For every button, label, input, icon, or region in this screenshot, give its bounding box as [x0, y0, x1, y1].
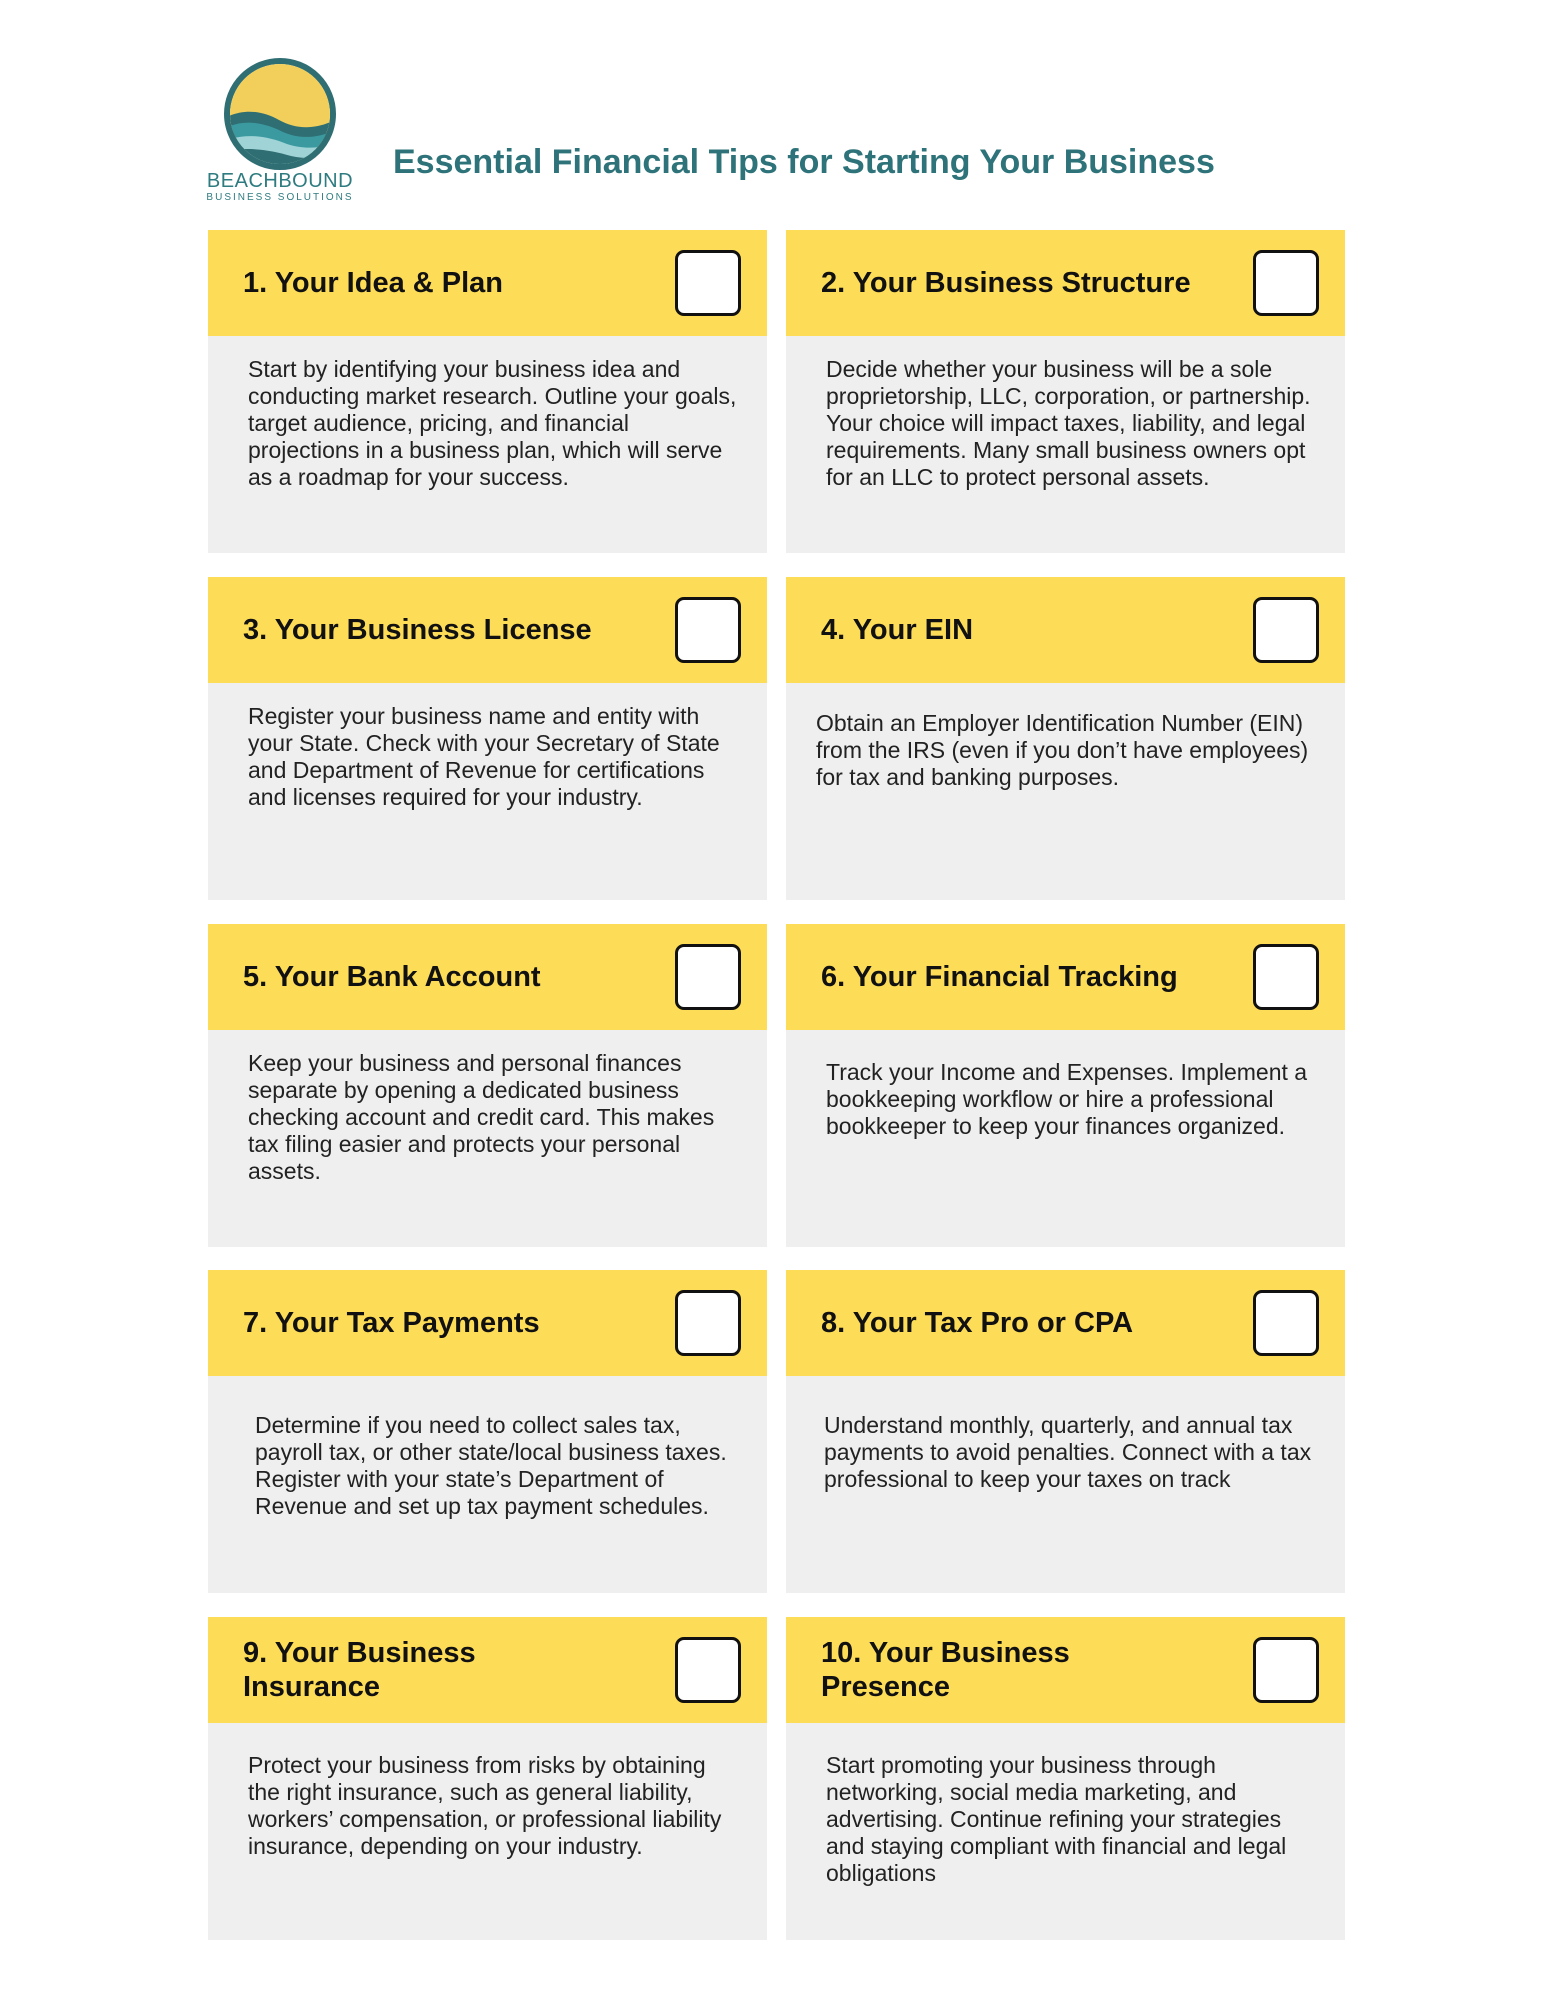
- card-header: [786, 577, 1345, 683]
- checkbox[interactable]: [1253, 1290, 1319, 1356]
- card-title: 7. Your Tax Payments: [243, 1307, 540, 1339]
- logo-name: BEACHBOUND: [206, 170, 354, 192]
- card-header: [208, 230, 767, 336]
- card-body: Keep your business and personal finances separate by opening a dedicated business checking account and credit card. This makes tax filing easier and protects your personal assets.: [248, 1050, 715, 1184]
- card-title: 1. Your Idea & Plan: [243, 267, 504, 299]
- card-title: 5. Your Bank Account: [243, 961, 541, 993]
- checkbox[interactable]: [675, 597, 741, 663]
- card-body: Decide whether your business will be a sole proprietorship, LLC, corporation, or partnership. Your choice will impact taxes, liability, and legal requirements. Many small business owners opt for an LLC to protect personal assets.: [826, 356, 1311, 490]
- card-header: [786, 1617, 1345, 1723]
- card-body: Start by identifying your business idea and conducting market research. Outline your goals, target audience, pricing, and financial projections in a business plan, which will serve as a roadmap for your success.: [248, 356, 737, 490]
- card-header: [786, 924, 1345, 1030]
- card-header: [208, 924, 767, 1030]
- tip-card-6: [786, 924, 1345, 1247]
- card-body: Protect your business from risks by obtaining the right insurance, such as general liability, workers’ compensation, or professional liability insurance, depending on your industry.: [248, 1752, 722, 1859]
- card-title: 8. Your Tax Pro or CPA: [821, 1307, 1134, 1339]
- card-header: [786, 1270, 1345, 1376]
- checkbox[interactable]: [675, 1637, 741, 1703]
- card-header: [208, 1617, 767, 1723]
- checkbox[interactable]: [675, 1290, 741, 1356]
- card-body: Understand monthly, quarterly, and annual tax payments to avoid penalties. Connect with a tax professional to keep your taxes on track: [824, 1412, 1312, 1492]
- tip-card-9: [208, 1617, 767, 1940]
- beach-sun-logo-icon: [221, 58, 339, 170]
- tip-card-8: [786, 1270, 1345, 1593]
- card-body: Track your Income and Expenses. Implement a bookkeeping workflow or hire a professional bookkeeper to keep your finances organized.: [826, 1059, 1308, 1139]
- card-title: 3. Your Business License: [243, 614, 592, 646]
- checkbox[interactable]: [675, 250, 741, 316]
- tip-card-10: [786, 1617, 1345, 1940]
- page-title: Essential Financial Tips for Starting Your Business: [393, 143, 1215, 181]
- tip-card-3: [208, 577, 767, 900]
- card-body: Start promoting your business through networking, social media marketing, and advertising. Continue refining your strategies and staying compliant with financial and legal obligations: [826, 1752, 1287, 1886]
- logo-subtitle: BUSINESS SOLUTIONS: [206, 192, 354, 203]
- tip-card-5: [208, 924, 767, 1247]
- checkbox[interactable]: [675, 944, 741, 1010]
- checkbox[interactable]: [1253, 944, 1319, 1010]
- card-title: 9. Your Business Insurance: [243, 1637, 476, 1703]
- checkbox[interactable]: [1253, 1637, 1319, 1703]
- card-header: [208, 577, 767, 683]
- card-title: 2. Your Business Structure: [821, 267, 1191, 299]
- card-header: [208, 1270, 767, 1376]
- tip-card-1: [208, 230, 767, 553]
- card-title: 10. Your Business Presence: [821, 1637, 1070, 1703]
- card-header: [786, 230, 1345, 336]
- tip-card-7: [208, 1270, 767, 1593]
- tip-card-4: [786, 577, 1345, 900]
- checkbox[interactable]: [1253, 250, 1319, 316]
- card-body: Obtain an Employer Identification Number (EIN) from the IRS (even if you don’t have employees) for tax and banking purposes.: [816, 710, 1309, 790]
- card-title: 4. Your EIN: [821, 614, 974, 646]
- card-body: Register your business name and entity with your State. Check with your Secretary of State and Department of Revenue for certifications and licenses required for your industry.: [248, 703, 720, 810]
- card-title: 6. Your Financial Tracking: [821, 961, 1178, 993]
- company-logo: [205, 58, 355, 203]
- card-body: Determine if you need to collect sales tax, payroll tax, or other state/local business taxes. Register with your state’s Department of Revenue and set up tax payment schedules.: [255, 1412, 727, 1519]
- checkbox[interactable]: [1253, 597, 1319, 663]
- tip-card-2: [786, 230, 1345, 553]
